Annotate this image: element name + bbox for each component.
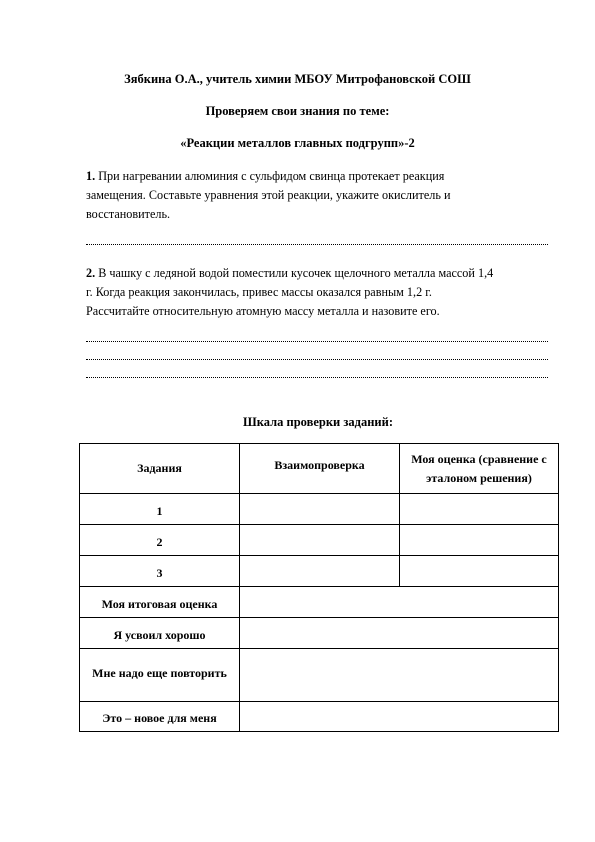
table-row: [80, 702, 559, 732]
summary-value-cell[interactable]: [240, 702, 559, 732]
my-grade-cell[interactable]: [400, 494, 559, 525]
peer-review-cell[interactable]: [240, 525, 400, 556]
task-number-cell: 3: [80, 556, 240, 587]
table-row: [80, 525, 559, 556]
task-1-text-1: При нагревании алюминия с сульфидом свинца протекает реакция: [98, 169, 445, 183]
table-row: [80, 587, 559, 618]
peer-review-cell[interactable]: [240, 556, 400, 587]
summary-label-cell: Мне надо еще повторить: [80, 649, 240, 702]
author-line: Зябкина О.А., учитель химии МБОУ Митрофановской СОШ: [124, 72, 471, 86]
task-2-text-1: В чашку с ледяной водой поместили кусочек щелочного металла массой 1,4: [98, 266, 494, 280]
task-1-line-2: замещения. Составьте уравнения этой реакции, укажите окислитель и: [86, 188, 451, 202]
check-scale-table: [79, 443, 559, 732]
summary-label-cell: Я усвоил хорошо: [80, 618, 240, 649]
summary-value-cell[interactable]: [240, 649, 559, 702]
task-2-line-2: г. Когда реакция закончилась, привес массы оказался равным 1,2 г.: [86, 285, 432, 299]
task-number-cell: 2: [80, 525, 240, 556]
table-row: [80, 618, 559, 649]
header-my-grade: Моя оценка (сравнение с эталоном решения): [400, 444, 559, 494]
task-1-number: 1.: [86, 169, 96, 183]
topic-line: «Реакции металлов главных подгрупп»-2: [180, 136, 415, 150]
my-grade-cell[interactable]: [400, 556, 559, 587]
summary-label-cell: Это – новое для меня: [80, 702, 240, 732]
table-row: [80, 494, 559, 525]
header-peer-review: Взаимопроверка: [240, 444, 400, 494]
subtitle-line: Проверяем свои знания по теме:: [205, 104, 390, 118]
task-1-line-1: [86, 167, 556, 186]
task-2-line-1: [86, 264, 556, 283]
header-tasks: Задания: [80, 444, 240, 494]
task-2: [86, 264, 556, 321]
table-row: [80, 649, 559, 702]
summary-label-cell: Моя итоговая оценка: [80, 587, 240, 618]
answer-line[interactable]: [86, 351, 548, 360]
peer-review-cell[interactable]: [240, 494, 400, 525]
answer-line[interactable]: [86, 333, 548, 342]
task-number-cell: 1: [80, 494, 240, 525]
task-1-line-3: восстановитель.: [86, 207, 171, 221]
my-grade-cell[interactable]: [400, 525, 559, 556]
scale-title: Шкала проверки заданий:: [243, 415, 393, 429]
task-2-line-3: Рассчитайте относительную атомную массу металла и назовите его.: [86, 304, 440, 318]
answer-line[interactable]: [86, 236, 548, 245]
summary-value-cell[interactable]: [240, 618, 559, 649]
summary-value-cell[interactable]: [240, 587, 559, 618]
answer-line[interactable]: [86, 369, 548, 378]
table-header-row: [80, 444, 559, 494]
table-row: [80, 556, 559, 587]
task-2-number: 2.: [86, 266, 96, 280]
task-1: [86, 167, 556, 224]
